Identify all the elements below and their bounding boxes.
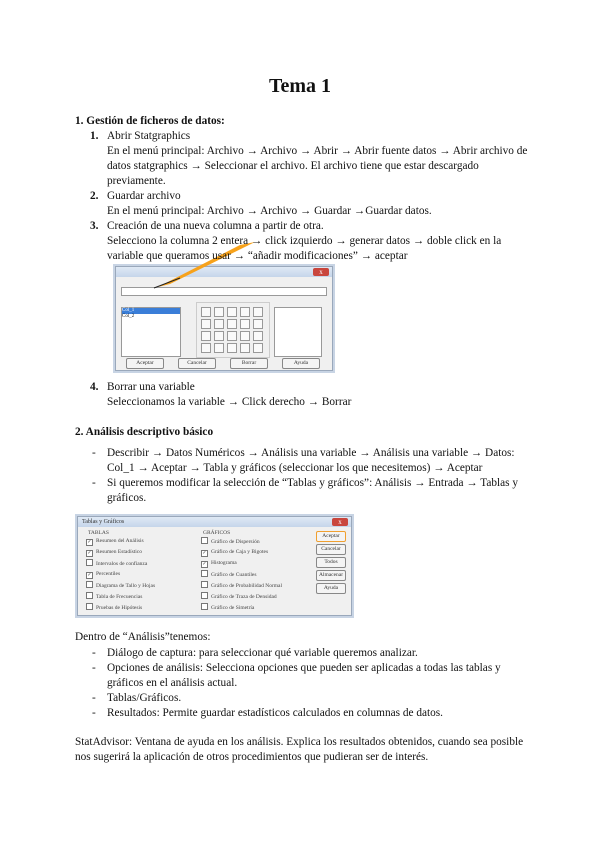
checkbox-item[interactable] [201,548,268,557]
variables-list: Col_1 Col_2 [121,307,181,357]
close-icon: x [332,518,348,526]
item-title: Borrar una variable [107,381,195,393]
keypad-key [201,307,211,317]
keypad-key [214,343,224,353]
item-line: Selecciono la columna 2 entera → click izquierdo → generar datos → doble click en la [107,235,502,247]
dialog-button[interactable]: Cancelar [316,544,346,555]
bullet-dash: - [92,477,96,489]
checkbox-item[interactable] [201,581,282,590]
statadvisor-line: nos sugerirá la aplicación de otros procedimientos que pudieran ser de interés. [75,751,429,763]
checkbox-label: Gráfico de Cuantiles [211,572,257,578]
keypad-key [240,343,250,353]
keypad-key [201,331,211,341]
close-icon: x [313,268,329,276]
bullet-line: Si queremos modificar la selección de “Tablas y gráficos”: Análisis → Entrada → Tablas y [107,477,519,489]
checkbox-item[interactable] [201,559,237,568]
item-line: En el menú principal: Archivo → Archivo → Guardar →Guardar datos. [107,205,432,217]
bullet-line: Diálogo de captura: para seleccionar qué variable queremos analizar. [107,647,418,659]
bullet-dash: - [92,692,96,704]
page-title: Tema 1 [268,75,332,97]
checkbox-label: Tabla de Frecuencias [96,594,143,600]
checkbox-item[interactable] [201,603,254,612]
checkbox-icon: ✓ [87,540,92,545]
keypad-key [240,307,250,317]
checkbox-label: Percentiles [96,571,121,577]
bullet-dash: - [92,707,96,719]
checkbox-icon [201,537,208,544]
bullet-dash: - [92,447,96,459]
dialog-button[interactable]: Ayuda [282,358,320,369]
keypad-key [227,331,237,341]
keypad-key [227,307,237,317]
checkbox-label: Resumen Estadístico [96,549,142,555]
checkbox-item[interactable] [86,537,144,546]
keypad-key [240,331,250,341]
keypad-key [201,319,211,329]
bullet-line: Describir → Datos Numéricos → Análisis una variable → Análisis una variable → Datos: [107,447,515,459]
checkbox-icon [201,581,208,588]
keypad-key [227,319,237,329]
checkbox-icon [86,603,93,610]
bullet-line: Opciones de análisis: Selecciona opciones que pueden ser aplicadas a todas las tablas y [107,662,501,674]
checkbox-icon [201,603,208,610]
keypad-key [227,343,237,353]
checkbox-icon [86,592,93,599]
item-line: previamente. [107,175,166,187]
keypad-key [253,319,263,329]
checkbox-label: Histograma [211,560,237,566]
checkbox-icon [201,592,208,599]
operator-keypad [196,302,270,358]
checkbox-item[interactable] [86,592,142,601]
bullet-line: gráficos. [107,492,147,504]
bullet-line: Col_1 → Aceptar → Tabla y gráficos (seleccionar los que necesitemos) → Aceptar [107,462,483,474]
checkbox-label: Pruebas de Hipótesis [96,605,143,611]
keypad-key [201,343,211,353]
item-title: Abrir Statgraphics [107,130,191,142]
checkbox-item[interactable] [201,592,277,601]
checkbox-label: Gráfico de Traza de Densidad [211,594,277,600]
checkbox-label: Gráfico de Dispersión [211,539,260,545]
item-title: Guardar archivo [107,190,181,202]
bullet-dash: - [92,647,96,659]
section-2-heading: 2. Análisis descriptivo básico [75,426,214,438]
keypad-key [253,343,263,353]
checkbox-item[interactable] [86,581,155,590]
keypad-key [240,319,250,329]
dialog-button[interactable]: Cancelar [178,358,216,369]
dialog-button[interactable]: Ayuda [316,583,346,594]
item-number: 4. [90,381,99,393]
checkbox-label: Gráfico de Caja y Bigotes [211,549,269,555]
dialog-button[interactable]: Aceptar [316,531,346,542]
checkbox-label: Gráfico de Simetría [211,605,255,611]
dialog-button[interactable]: Almacenar [316,570,346,581]
item-line: Seleccionamos la variable → Click derecho → Borrar [107,396,352,408]
item-line: datos statgraphics → Seleccionar el archivo. El archivo tiene que estar descargado [107,160,479,172]
item-number: 3. [90,220,99,232]
checkbox-item[interactable] [86,570,120,579]
keypad-key [253,331,263,341]
bullet-line: Tablas/Gráficos. [107,692,182,704]
item-line: En el menú principal: Archivo → Archivo → Abrir → Abrir fuente datos → Abrir archivo de [107,145,528,157]
keypad-key [214,307,224,317]
bullet-line: Resultados: Permite guardar estadísticos calculados en columnas de datos. [107,707,443,719]
bullet-dash: - [92,662,96,674]
checkbox-item[interactable] [201,570,257,579]
checkbox-item[interactable] [201,537,260,546]
item-line: variable que queramos usar → “añadir modificaciones” → aceptar [107,250,408,262]
bullet-line: gráficos en el análisis actual. [107,677,238,689]
checkbox-label: Intervalos de confianza [96,561,148,567]
keypad-key [214,319,224,329]
item-number: 1. [90,130,99,142]
item-title: Creación de una nueva columna a partir de otra. [107,220,324,232]
section-1-heading: 1. Gestión de ficheros de datos: [75,115,225,127]
item-number: 2. [90,190,99,202]
dialog-button[interactable]: Aceptar [126,358,164,369]
checkbox-label: Gráfico de Probabilidad Normal [211,583,283,589]
checkbox-icon [86,581,93,588]
checkbox-icon [201,570,208,577]
checkbox-label: Resumen del Análisis [96,538,144,544]
checkbox-icon: ✓ [87,573,92,578]
checkbox-item[interactable] [86,603,142,612]
checkbox-item[interactable] [86,559,147,568]
checkbox-icon [86,559,93,566]
statadvisor-line: StatAdvisor: Ventana de ayuda en los análisis. Explica los resultados obtenidos, cuando sea posible [75,736,524,748]
tables-graphs-dialog-screenshot: Tablas y Gráficos x TABLAS GRÁFICOS ✓ Resumen del Análisis ✓ Resumen Estadístico Intervalos de confianza ✓ Percentiles Diagrama de Tallo y Hojas Tabla de Frecuencias Pruebas de Hipótesis Gráfico de Dispersión ✓ Gráfico de Caja y Bigotes ✓ Histograma Gráfico de Cuantiles Gráfico de Probabilidad Normal Gráfico de Traza de Densidad Gráfico de Simetría Aceptar Cancelar Todos Almacenar Ayuda [77,516,352,616]
keypad-key [253,307,263,317]
dialog-button[interactable]: Todos [316,557,346,568]
dialog-button[interactable]: Borrar [230,358,268,369]
checkbox-icon: ✓ [202,562,207,567]
checkbox-icon: ✓ [87,551,92,556]
checkbox-label: Diagrama de Tallo y Hojas [96,583,156,589]
keypad-key [214,331,224,341]
checkbox-item[interactable] [86,548,142,557]
operators-list [274,307,322,357]
analysis-intro: Dentro de “Análisis”tenemos: [75,631,211,643]
checkbox-icon: ✓ [202,551,207,556]
